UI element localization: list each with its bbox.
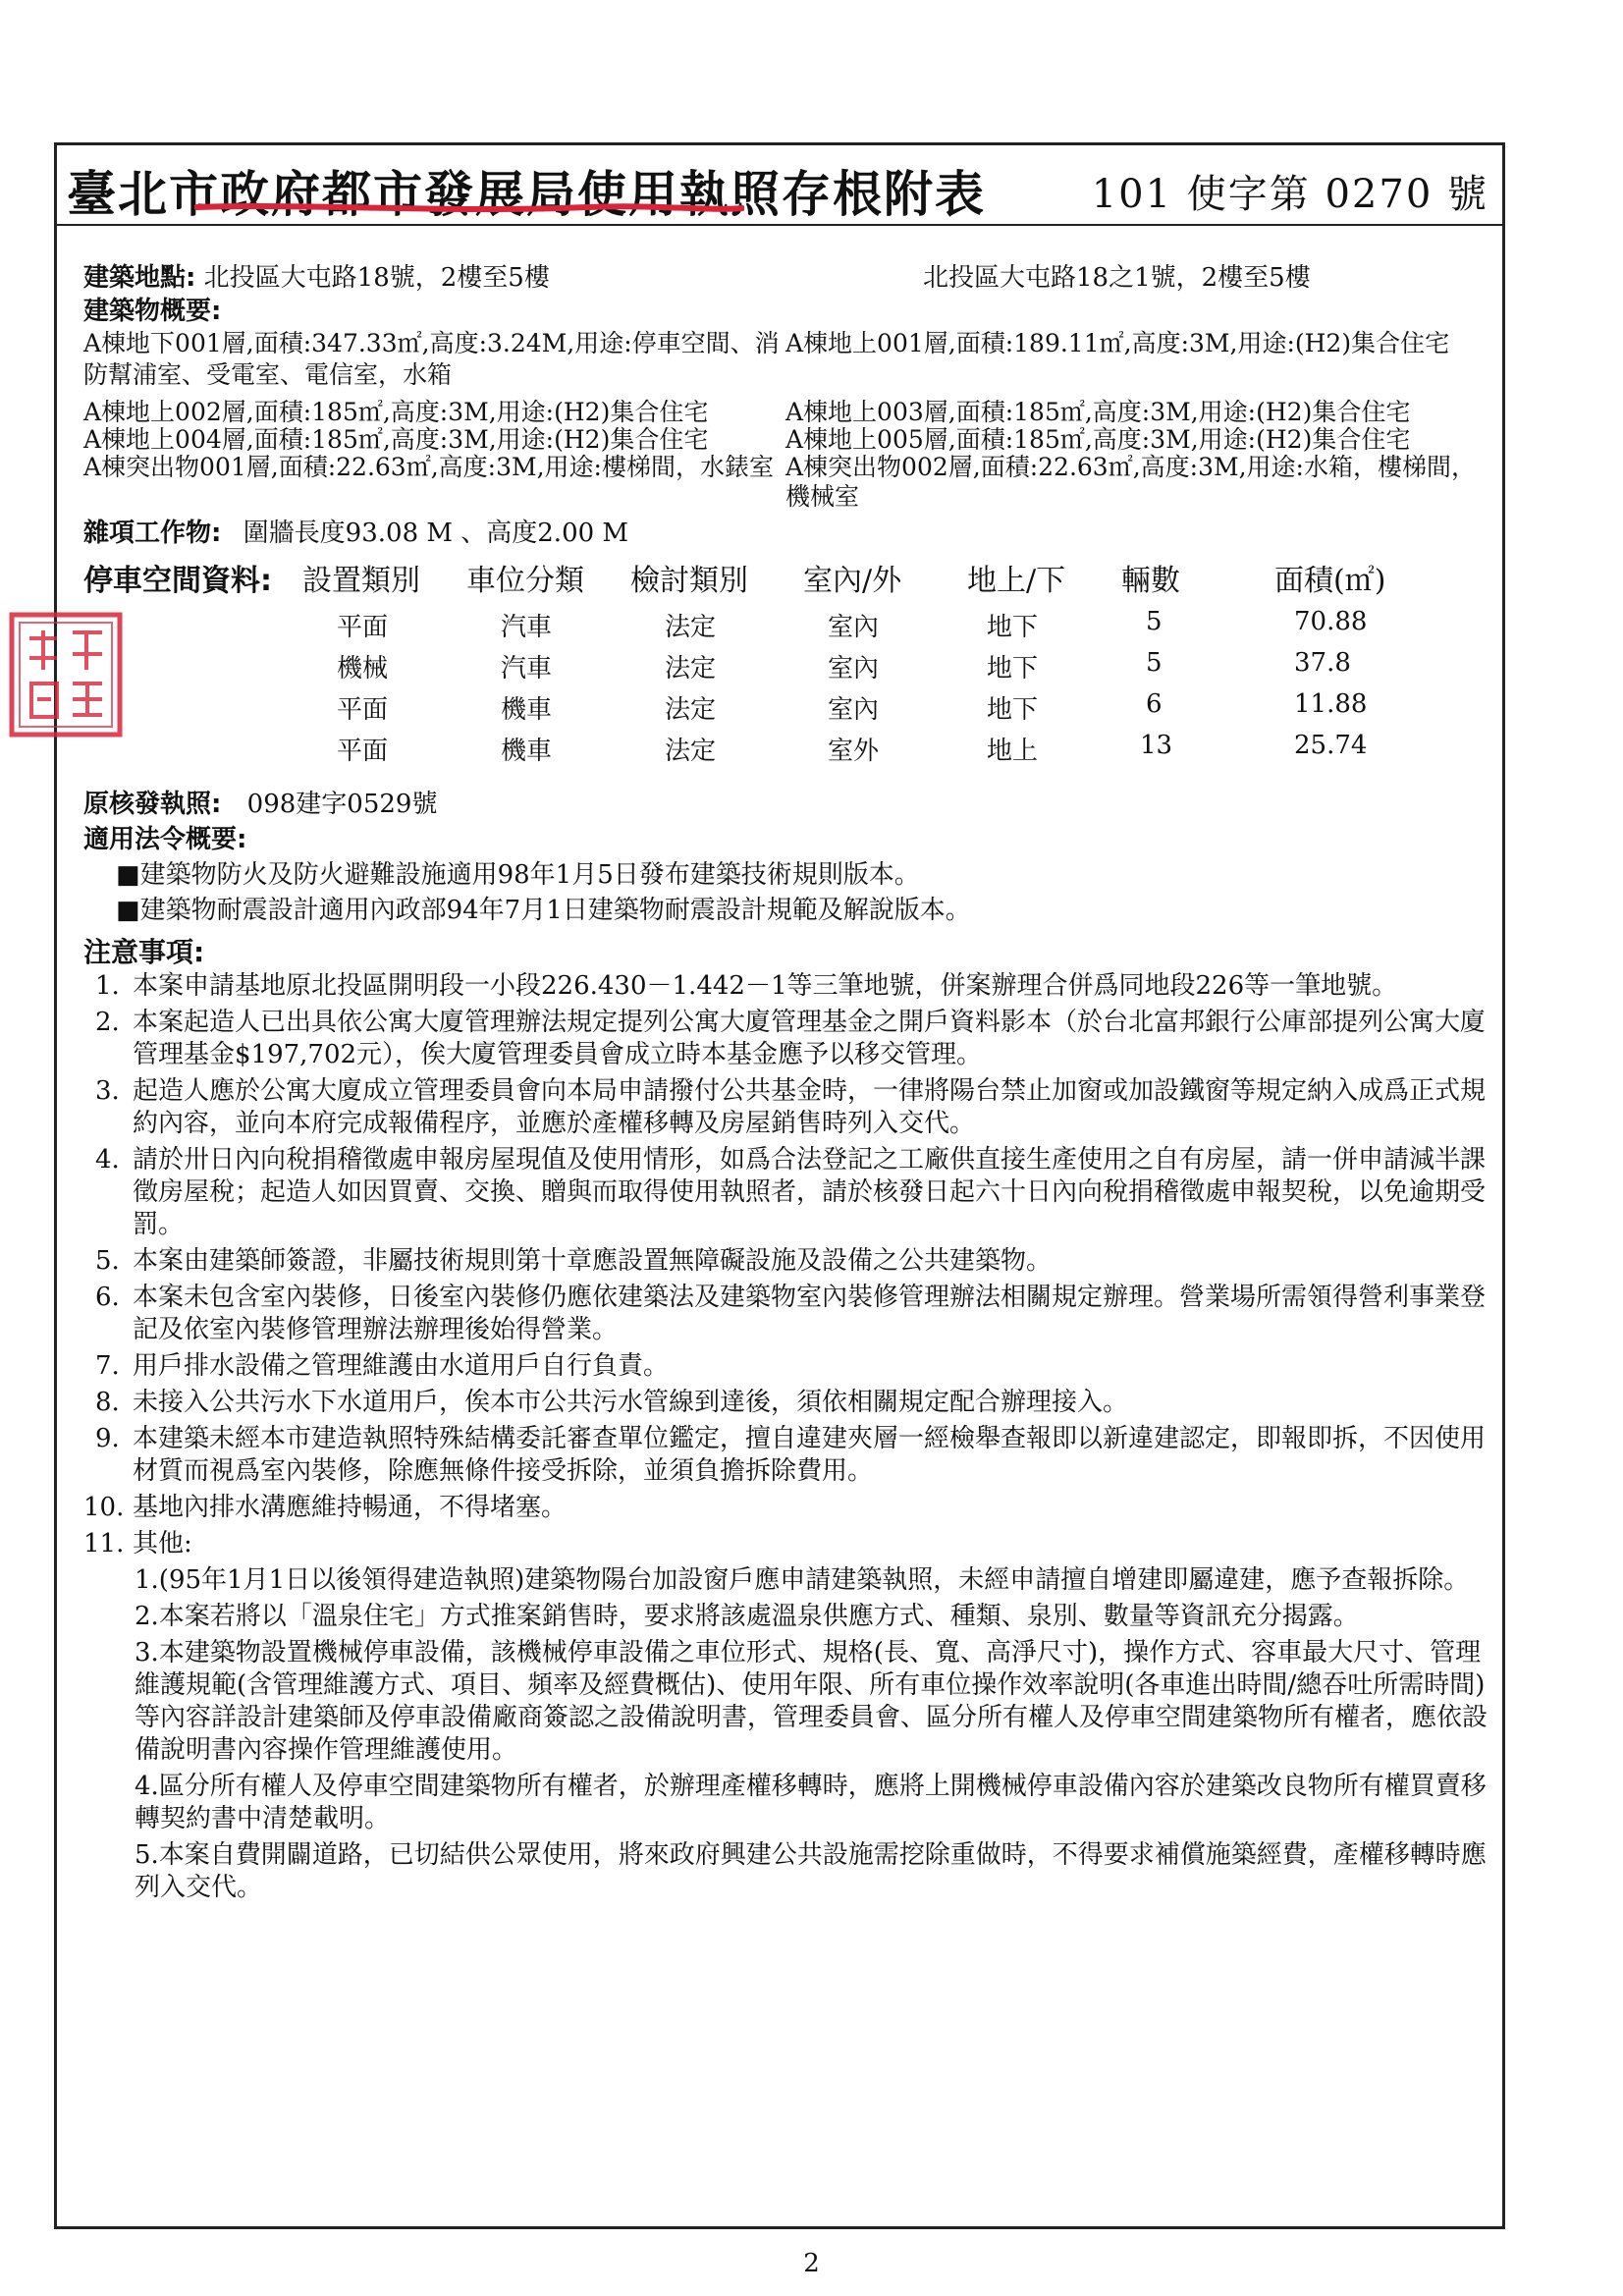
parking-cell: 機車 — [501, 695, 553, 725]
parking-cell: 地上 — [987, 737, 1039, 766]
note-sub-item: 1.(95年1月1日以後領得建造執照)建築物陽台加設窗戶應申請建築執照，未經申請擅自增建即屬違建，應予查報拆除。 — [135, 1565, 1470, 1595]
parking-cell: 法定 — [665, 695, 717, 725]
note-item — [83, 970, 1488, 1003]
document-title: 臺北市政府都市發展局使用執照存根附表 — [67, 165, 986, 223]
notes-list — [83, 970, 1488, 1908]
parking-col-review: 檢討類別 — [630, 564, 748, 598]
parking-cell: 平面 — [337, 737, 389, 766]
misc-label: 雜項工作物: — [83, 519, 222, 548]
note-text: 本案起造人已出具依公寓大廈管理辦法規定提列公寓大廈管理基金之開戶資料影本（於台北富邦銀行公庫部提列公寓大廈管理基金$197,702元），俟大廈管理委員會成立時本基金應予以移交管理。 — [133, 1008, 1487, 1069]
note-number: 8. — [95, 1388, 120, 1417]
overview-label: 建築物概要: — [83, 297, 222, 326]
parking-cell: 機車 — [501, 737, 553, 766]
note-item — [83, 1387, 1488, 1419]
note-number: 10. — [83, 1493, 125, 1522]
note-sub-item: 3.本建築物設置機械停車設備，該機械停車設備之車位形式、規格(長、寬、高淨尺寸)，操作方式、容車最大尺寸、管理維護規範(含管理維護方式、項目、頻率及經費概估)、使用年限、所有車位操作效率說明(各車進出時間/總吞吐所需時間)等內容詳設計建築師及停車設備廠商簽認之設備說明書，管理委員會、區分所有權人及停車空間建築物所有權者，應依設備說明書內容操作管理維護使用。 — [135, 1638, 1488, 1765]
parking-row — [83, 607, 1478, 640]
parking-cell: 5 — [1146, 648, 1163, 678]
note-text: 請於卅日內向稅捐稽徵處申報房屋現值及使用情形，如爲合法登記之工廠供直接生產使用之自有房屋，請一併申請減半課徵房屋稅；起造人如因買賣、交換、贈與而取得使用執照者，請於核發日起六十日內向稅捐稽徵處申報契稅，以免逾期受罰。 — [133, 1145, 1487, 1239]
note-item — [83, 1528, 1488, 1560]
note-text: 本案申請基地原北投區開明段一小段226.430－1.442－1等三筆地號，併案辦理合併爲同地段226等一筆地號。 — [133, 971, 1398, 1001]
parking-header-row — [83, 556, 1478, 598]
parking-cell: 25.74 — [1294, 731, 1368, 760]
parking-cell: 70.88 — [1294, 607, 1368, 636]
page-number: 2 — [803, 2249, 820, 2278]
note-sub-item: 5.本案自費開闢道路，已切結供公眾使用，將來政府興建公共設施需挖除重做時，不得要求補償施築經費，產權移轉時應列入交代。 — [135, 1840, 1487, 1902]
overview-row-4-right: A棟地上005層,面積:185㎡,高度:3M,用途:(H2)集合住宅 — [785, 425, 1411, 454]
parking-row — [83, 731, 1478, 764]
parking-cell: 平面 — [337, 695, 389, 725]
note-number: 2. — [95, 1008, 120, 1037]
parking-cell: 平面 — [337, 613, 389, 642]
note-item — [83, 1007, 1488, 1071]
note-text: 本案由建築師簽證，非屬技術規則第十章應設置無障礙設施及設備之公共建築物。 — [133, 1246, 1053, 1276]
parking-cell: 13 — [1140, 731, 1173, 760]
parking-cell: 地下 — [987, 613, 1039, 642]
parking-col-type: 設置類別 — [302, 564, 420, 598]
notes-label: 注意事項: — [83, 936, 205, 968]
overview-row-4-left: A棟地上004層,面積:185㎡,高度:3M,用途:(H2)集合住宅 — [83, 425, 709, 454]
note-item — [83, 1245, 1488, 1278]
parking-col-area: 面積(㎡) — [1274, 564, 1386, 598]
note-item — [83, 1075, 1488, 1140]
note-number: 9. — [95, 1424, 120, 1453]
parking-cell: 汽車 — [501, 613, 553, 642]
original-permit-value: 098建字0529號 — [246, 790, 438, 819]
original-permit-row — [83, 784, 437, 820]
law-item-1: ■建築物防火及防火避難設施適用98年1月5日發布建築技術規則版本。 — [116, 860, 920, 890]
overview-row-5-right: A棟突出物002層,面積:22.63㎡,高度:3M,用途:水箱，樓梯間， — [785, 453, 1476, 481]
parking-col-inout: 室內/外 — [803, 564, 902, 598]
note-sub-item: 2.本案若將以「溫泉住宅」方式推案銷售時，要求將該處溫泉供應方式、種類、泉別、數量等資訊充分揭露。 — [135, 1602, 1359, 1631]
note-text: 本建築未經本市建造執照特殊結構委託審查單位鑑定，擅自違建夾層一經檢舉查報即以新違建認定，即報即拆，不因使用材質而視爲室內裝修，除應無條件接受拆除，並須負擔拆除費用。 — [133, 1424, 1487, 1486]
note-number: 6. — [95, 1283, 120, 1312]
parking-row — [83, 689, 1478, 723]
note-number: 11. — [83, 1529, 125, 1558]
red-underline-mark — [194, 201, 744, 215]
parking-cell: 地下 — [987, 695, 1039, 725]
note-text: 起造人應於公寓大廈成立管理委員會向本局申請撥付公共基金時，一律將陽台禁止加窗或加設鐵窗等規定納入成爲正式規約內容，並向本府完成報備程序，並應於產權移轉及房屋銷售時列入交代。 — [133, 1076, 1487, 1138]
parking-label: 停車空間資料: — [83, 564, 272, 598]
note-item — [83, 1350, 1488, 1383]
parking-col-category: 車位分類 — [466, 564, 584, 598]
note-text: 用戶排水設備之管理維護由水道用戶自行負責。 — [133, 1351, 670, 1381]
parking-cell: 室內 — [828, 695, 880, 725]
note-item — [83, 1282, 1488, 1346]
note-item — [83, 1144, 1488, 1241]
law-item-2: ■建築物耐震設計適用內政部94年7月1日建築物耐震設計規範及解說版本。 — [116, 896, 971, 925]
note-item — [83, 1423, 1488, 1488]
note-text: 本案未包含室內裝修，日後室內裝修仍應依建築法及建築物室內裝修管理辦法相關規定辦理。營業場所需領得營利事業登記及依室內裝修管理辦法辦理後始得營業。 — [133, 1283, 1487, 1344]
parking-cell: 法定 — [665, 613, 717, 642]
note-text: 其他: — [133, 1529, 192, 1558]
overview-row-5-left: A棟突出物001層,面積:22.63㎡,高度:3M,用途:樓梯間，水錶室 — [83, 453, 774, 481]
location-value-left: 北投區大屯路18號，2樓至5樓 — [203, 263, 550, 293]
original-permit-label: 原核發執照: — [83, 790, 222, 819]
overview-row-1-left: A棟地下001層,面積:347.33㎡,高度:3.24M,用途:停車空間、消 — [83, 329, 780, 357]
location-row — [83, 257, 550, 294]
parking-cell: 法定 — [665, 654, 717, 683]
location-value-right: 北投區大屯路18之1號，2樓至5樓 — [923, 263, 1311, 293]
parking-cell: 法定 — [665, 737, 717, 766]
note-number: 1. — [95, 971, 120, 1001]
note-number: 4. — [95, 1145, 120, 1175]
parking-cell: 室外 — [828, 737, 880, 766]
parking-col-level: 地上/下 — [967, 564, 1066, 598]
misc-value: 圍牆長度93.08 M 、高度2.00 M — [243, 519, 629, 548]
parking-col-count: 輛數 — [1121, 564, 1180, 598]
overview-row-6-right: 機械室 — [785, 482, 860, 511]
location-label: 建築地點: — [83, 263, 196, 293]
note-number: 3. — [95, 1076, 120, 1106]
red-seal-stamp — [8, 611, 124, 738]
note-text: 未接入公共污水下水道用戶，俟本市公共污水管線到達後，須依相關規定配合辦理接入。 — [133, 1388, 1129, 1417]
overview-row-3-right: A棟地上003層,面積:185㎡,高度:3M,用途:(H2)集合住宅 — [785, 398, 1411, 426]
overview-row-2-left: 防幫浦室、受電室、電信室，水箱 — [83, 360, 453, 389]
parking-cell: 11.88 — [1294, 689, 1368, 719]
note-number: 7. — [95, 1351, 120, 1381]
parking-cell: 37.8 — [1294, 648, 1351, 678]
permit-number: 101 使字第 0270 號 — [1091, 172, 1488, 217]
note-text: 基地內排水溝應維持暢通，不得堵塞。 — [133, 1493, 568, 1522]
parking-cell: 6 — [1146, 689, 1163, 719]
laws-label: 適用法令概要: — [83, 825, 247, 854]
note-item — [83, 1492, 1488, 1524]
parking-cell: 室內 — [828, 613, 880, 642]
parking-cell: 地下 — [987, 654, 1039, 683]
overview-row-3-left: A棟地上002層,面積:185㎡,高度:3M,用途:(H2)集合住宅 — [83, 398, 709, 426]
note-number: 5. — [95, 1246, 120, 1276]
parking-row — [83, 648, 1478, 682]
misc-row — [83, 513, 628, 549]
parking-cell: 室內 — [828, 654, 880, 683]
parking-cell: 汽車 — [501, 654, 553, 683]
overview-row-1-right: A棟地上001層,面積:189.11㎡,高度:3M,用途:(H2)集合住宅 — [785, 329, 1450, 357]
parking-cell: 5 — [1146, 607, 1163, 636]
note-sub-item: 4.區分所有權人及停車空間建築物所有權者，於辦理產權移轉時，應將上開機械停車設備內容於建築改良物所有權買賣移轉契約書中清楚載明。 — [135, 1772, 1487, 1833]
parking-cell: 機械 — [337, 654, 389, 683]
